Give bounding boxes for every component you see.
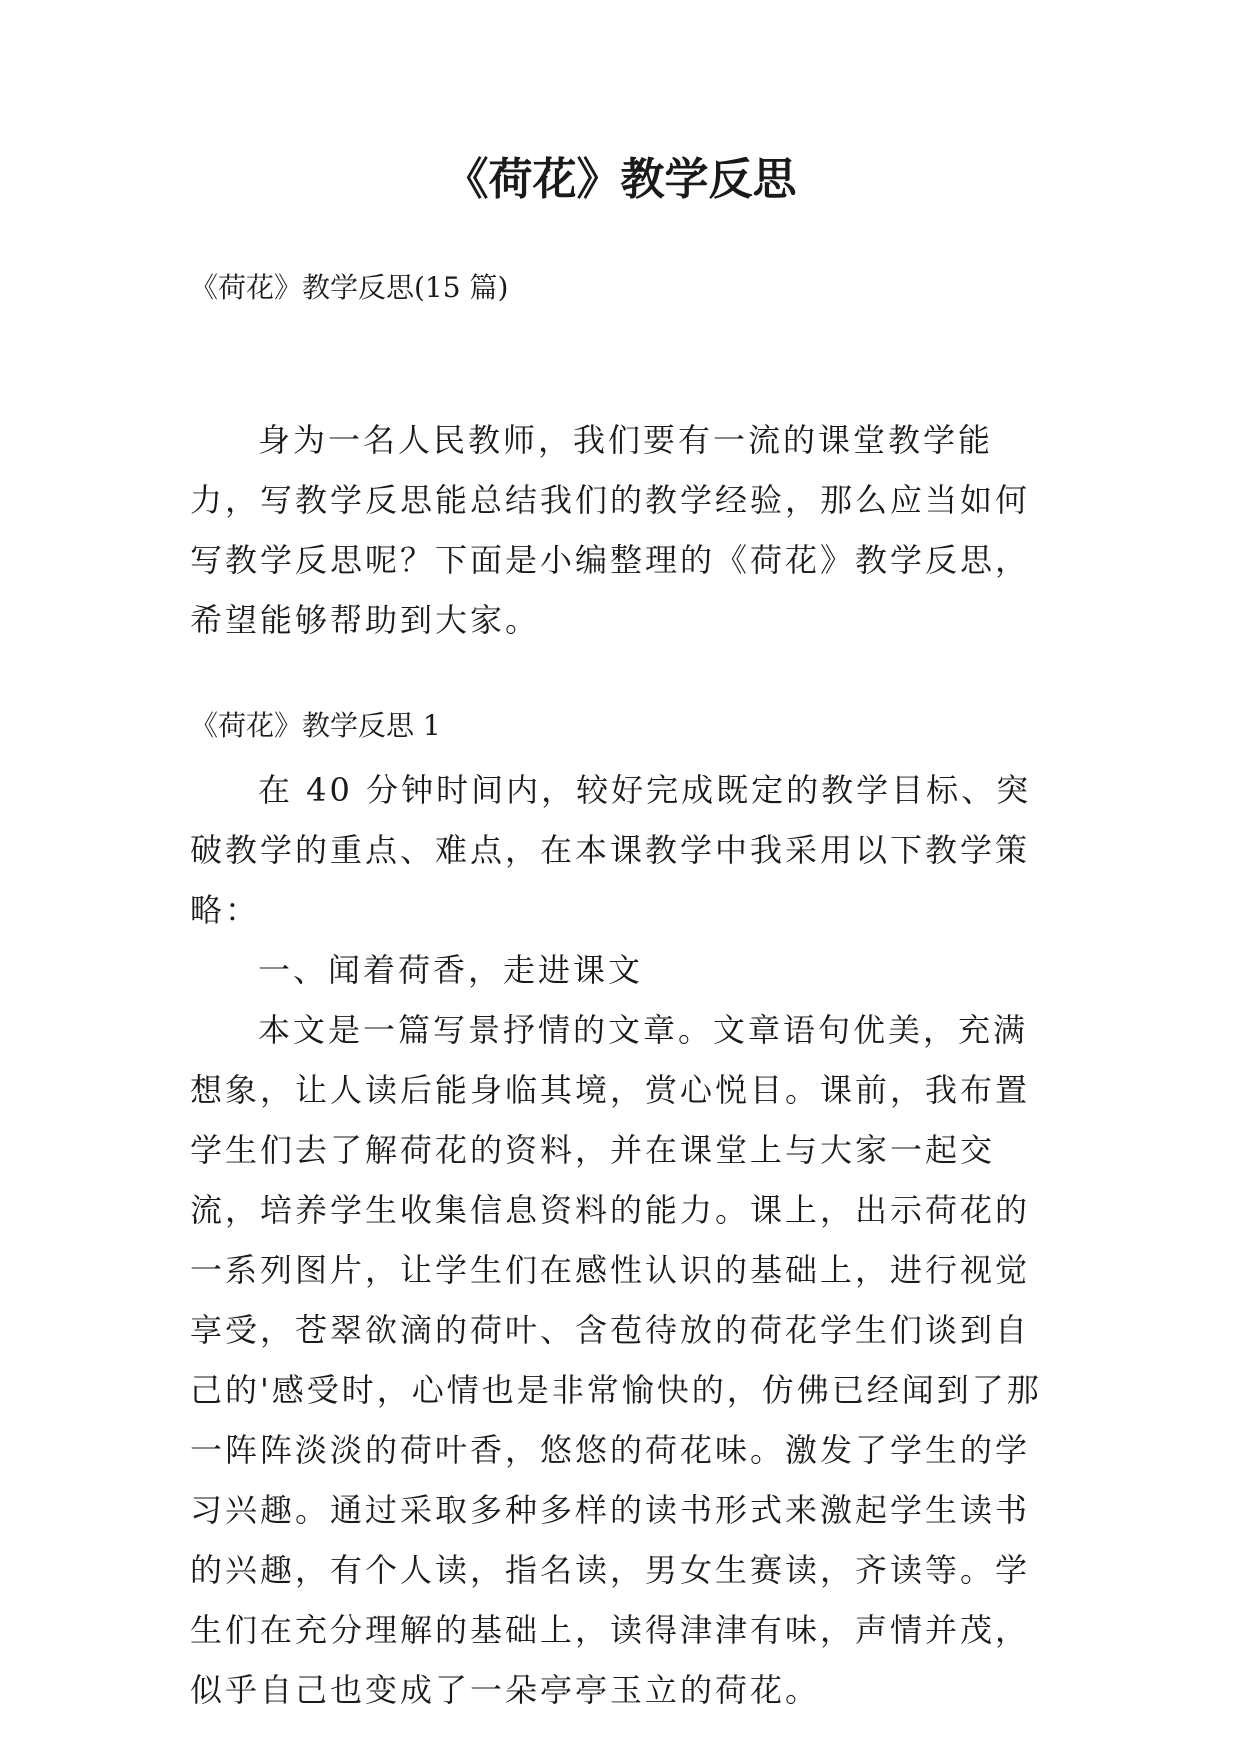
- intro-paragraph: 身为一名人民教师，我们要有一流的课堂教学能力，写教学反思能总结我们的教学经验，那么应当如何写教学反思呢？下面是小编整理的《荷花》教学反思，希望能够帮助到大家。: [190, 421, 1031, 639]
- body-subheading: 一、闻着荷香，走进课文: [258, 951, 644, 989]
- section-heading: 《荷花》教学反思 1: [190, 709, 441, 742]
- document-subtitle: 《荷花》教学反思(15 篇): [190, 271, 509, 304]
- section-body: [190, 760, 1060, 1720]
- body-paragraph: 在 40 分钟时间内，较好完成既定的教学目标、突破教学的重点、难点，在本课教学中我采用以下教学策略：: [190, 771, 1032, 929]
- document-title: 《荷花》教学反思: [444, 154, 797, 205]
- body-paragraph: 本文是一篇写景抒情的文章。文章语句优美，充满想象，让人读后能身临其境，赏心悦目。课前，我布置学生们去了解荷花的资料，并在课堂上与大家一起交流，培养学生收集信息资料的能力。课上，出示荷花的一系列图片，让学生们在感性认识的基础上，进行视觉享受，苍翠欲滴的荷叶、含苞待放的荷花学生们谈到自己的'感受时，心情也是非常愉快的，仿佛已经闻到了那一阵阵淡淡的荷叶香，悠悠的荷花味。激发了学生的学习兴趣。通过采取多种多样的读书形式来激起学生读书的兴趣，有个人读，指名读，男女生赛读，齐读等。学生们在充分理解的基础上，读得津津有味，声情并茂，似乎自己也变成了一朵亭亭玉立的荷花。: [190, 1011, 1042, 1709]
